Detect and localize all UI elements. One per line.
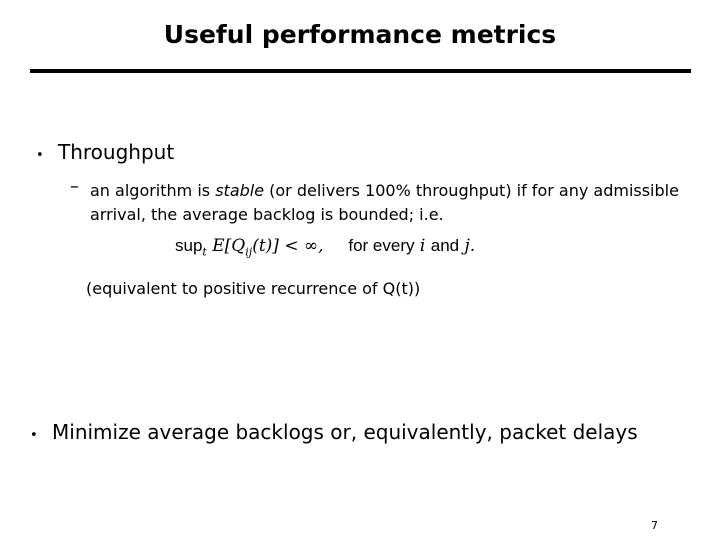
formula-for-every: for every [348, 236, 415, 255]
definition-text-start: an algorithm is [90, 181, 216, 200]
stability-definition [90, 179, 690, 227]
formula-sup: sup [175, 236, 203, 255]
formula-bound: (t)] < ∞, [252, 236, 324, 256]
bullet-dot-icon: • [30, 428, 38, 443]
equivalence-note: (equivalent to positive recurrence of Q(t)) [86, 279, 421, 298]
definition-text-end: (or delivers 100% throughput) if for any admissible arrival, the average backlog is bounded; i.e. [90, 181, 679, 224]
slide-title: Useful performance metrics [163, 20, 557, 49]
bullet-text: Throughput [58, 140, 175, 164]
formula-index-j: j. [464, 236, 476, 256]
bullet-throughput [36, 140, 174, 164]
formula-queue-subscript: ij [245, 245, 253, 259]
formula-sup-subscript: t [202, 245, 207, 259]
page-number: 7 [651, 519, 658, 532]
bullet-dot-icon: • [36, 148, 44, 163]
formula-queue: [Q [224, 236, 246, 256]
bullet-text: Minimize average backlogs or, equivalently, packet delays [52, 420, 638, 444]
bullet-minimize [30, 420, 638, 444]
sub-bullet-dash-icon: – [70, 176, 79, 197]
formula-index-i: i [419, 236, 426, 256]
formula-expectation: E [212, 236, 225, 256]
stability-formula [175, 236, 475, 258]
definition-emphasis: stable [215, 181, 265, 200]
formula-and: and [430, 236, 460, 255]
title-divider [30, 69, 691, 73]
